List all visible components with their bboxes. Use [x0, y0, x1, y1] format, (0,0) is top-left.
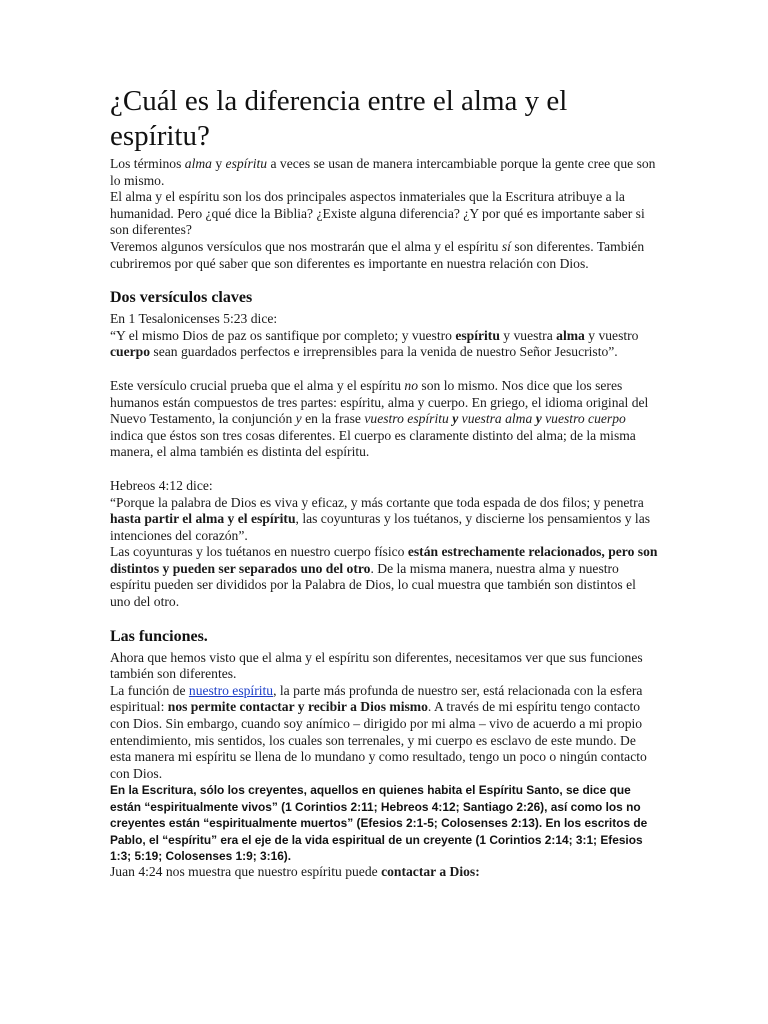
emphasis-y: y: [295, 411, 302, 427]
coyunturas-paragraph: [110, 544, 658, 610]
text-run: . A través de mi espíritu tengo contacto con Dios. Sin embargo, cuando soy anímico – dirigido por mi alma – vivo de acuerdo a mi propio entendimiento, mis sentidos, los cuales son terrenales, y mi cuerpo es esclavo de este mundo. De esta manera mi espíritu se llena de lo mundano y como resultado, tengo un poco o ningún contacto con Dios.: [110, 699, 647, 781]
text-run: Este versículo crucial prueba que el alma y el espíritu: [110, 377, 405, 393]
text-run: . De la misma manera, nuestra alma y nuestro espíritu pueden ser divididos por la Palabra de Dios, lo cual muestra que también son distintos el uno del otro.: [110, 560, 636, 610]
text-run: , la parte más profunda de nuestro ser, está relacionada con la esfera espiritual:: [110, 682, 643, 715]
intro-paragraph-1: [110, 156, 658, 189]
text-run: indica que éstos son tres cosas diferentes. El cuerpo es claramente distinto del alma; de la misma manera, el alma también es distinta del espíritu.: [110, 427, 636, 460]
text-run: Juan 4:24 nos muestra que nuestro espíritu puede: [110, 864, 382, 880]
quote-hebreos: [110, 495, 658, 545]
section-heading-dos-versiculos: Dos versículos claves: [110, 289, 253, 307]
text-run: sean guardados perfectos e irreprensibles para la venida de nuestro Señor Jesucristo”.: [150, 344, 618, 360]
nuestro-espiritu-link[interactable]: nuestro espíritu: [188, 682, 274, 698]
section-heading-funciones: Las funciones.: [110, 627, 208, 645]
emphasis-si: sí: [501, 238, 511, 254]
text-run: Los términos: [110, 156, 185, 171]
text-run: y: [211, 156, 226, 171]
bold-cuerpo: cuerpo: [110, 344, 151, 360]
bold-phrase: contactar a Dios:: [381, 864, 480, 880]
emphasis-espiritu: espíritu: [225, 156, 268, 171]
text-run: son lo mismo. Nos dice que los seres humanos están compuestos de tres partes: espíritu, alma y cuerpo. En griego, el idioma original del Nuevo Testamento, la conjunción: [110, 377, 649, 427]
text-run: y vuestra: [499, 327, 557, 343]
text-run: Las coyunturas y los tuétanos en nuestro cuerpo físico: [110, 544, 408, 560]
bold-phrase: nos permite contactar y recibir a Dios mismo: [167, 699, 428, 715]
bold-phrase: están estrechamente relacionados, pero son distintos y pueden ser separados uno del otro: [110, 544, 658, 576]
text-run: en la frase: [301, 411, 365, 427]
emphasis-phrase: vuestra alma: [458, 411, 536, 427]
escritura-paragraph: En la Escritura, sólo los creyentes, aquellos en quienes habita el Espíritu Santo, se dice que están “espiritualmente vivos” (1 Corintios 2:11; Hebreos 4:12; Santiago 2:26), así como los no creyentes están “espiritualmente muertos” (Efesios 2:1-5; Colosenses 2:13). En los escritos de Pablo, el “espíritu” era el eje de la vida espiritual de un creyente (1 Corintios 2:14; 3:1; Efesios 1:3; 5:19; Colosenses 1:9; 3:16).: [110, 783, 648, 864]
bold-espiritu: espíritu: [455, 327, 500, 343]
text-run: La función de: [110, 682, 189, 698]
reference-tesalonicenses: En 1 Tesalonicenses 5:23 dice:: [110, 311, 278, 327]
reference-hebreos: Hebreos 4:12 dice:: [110, 477, 213, 493]
emphasis-y-bold: y: [535, 411, 542, 427]
explanation-paragraph: [110, 378, 658, 461]
intro-paragraph-2: El alma y el espíritu son los dos principales aspectos inmateriales que la Escritura atribuye a la humanidad. Pero ¿qué dice la Biblia? ¿Existe alguna diferencia? ¿Y por qué es importante saber si son diferentes?: [110, 189, 645, 238]
text-run: Veremos algunos versículos que nos mostrarán que el alma y el espíritu: [110, 238, 502, 254]
text-run: “Y el mismo Dios de paz os santifique por completo; y vuestro: [110, 327, 456, 343]
emphasis-phrase: vuestro cuerpo: [541, 411, 626, 427]
text-run: a veces se usan de manera intercambiable porque la gente cree que son lo mismo.: [110, 156, 656, 188]
article-body: [110, 84, 658, 881]
emphasis-y-bold: y: [452, 411, 459, 427]
quote-tesalonicenses: [110, 328, 658, 361]
bold-alma: alma: [556, 327, 585, 343]
text-run: son diferentes. También cubriremos por qué saber que son diferentes es importante en nuestra relación con Dios.: [110, 238, 645, 271]
emphasis-no: no: [404, 377, 419, 393]
emphasis-alma: alma: [184, 156, 212, 171]
text-run: “Porque la palabra de Dios es viva y eficaz, y más cortante que toda espada de dos filos; y penetra: [110, 494, 644, 510]
funciones-paragraph-1: Ahora que hemos visto que el alma y el espíritu son diferentes, necesitamos ver que sus funciones también son diferentes.: [110, 649, 643, 682]
text-run: , las coyunturas y los tuétanos, y discierne los pensamientos y las intenciones del corazón”.: [110, 511, 651, 543]
juan-paragraph: [110, 864, 658, 881]
funciones-paragraph-2: [110, 683, 658, 783]
page-title: ¿Cuál es la diferencia entre el alma y el espíritu?: [110, 85, 568, 152]
bold-phrase: hasta partir el alma y el espíritu: [110, 511, 296, 527]
text-run: y vuestro: [584, 327, 639, 343]
intro-paragraph-3: [110, 239, 658, 272]
emphasis-phrase: vuestro espíritu: [364, 411, 453, 427]
